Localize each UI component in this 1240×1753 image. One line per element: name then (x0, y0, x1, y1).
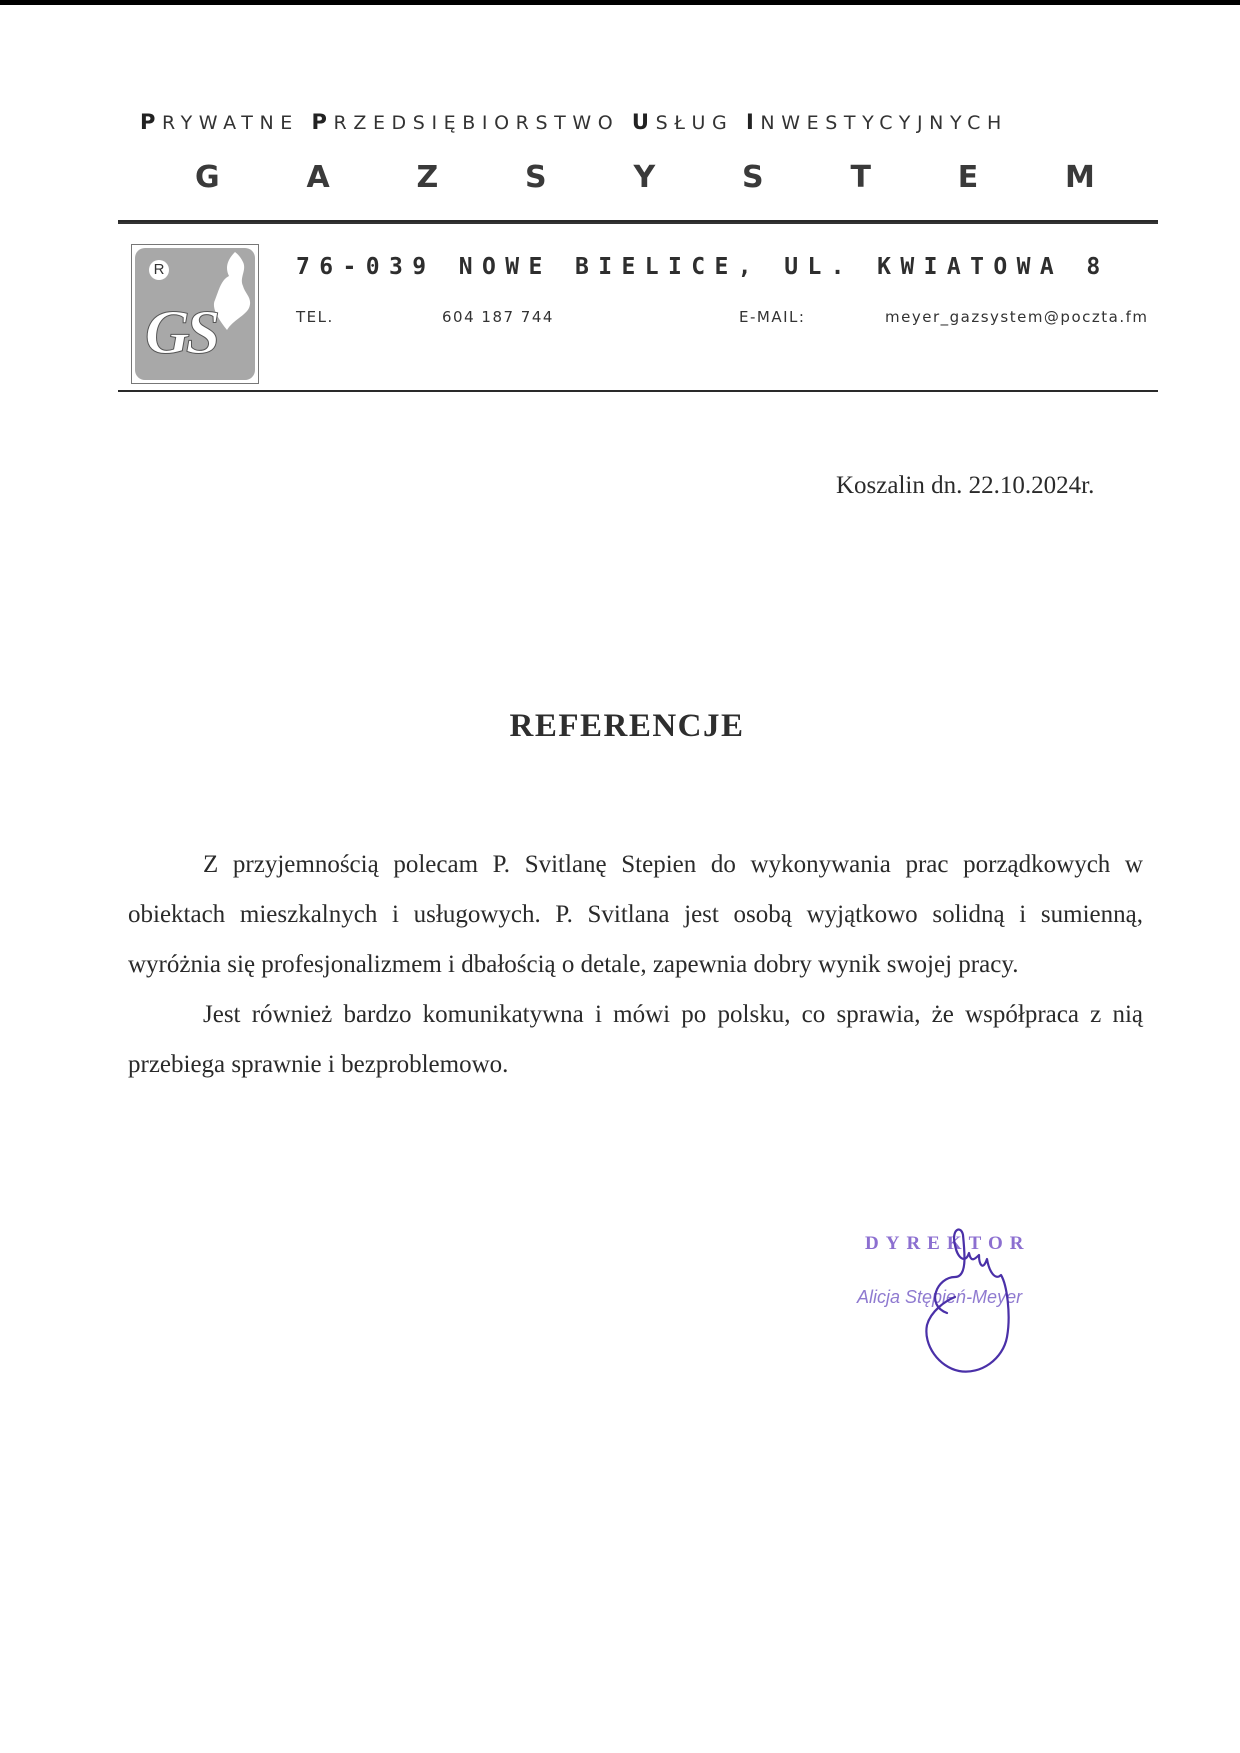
stamp-title: DYREKTOR (865, 1233, 1031, 1254)
document-title: REFERENCJE (509, 708, 745, 744)
scan-top-border (0, 0, 1240, 5)
brand-letter: T (850, 160, 871, 195)
director-stamp (855, 1225, 1095, 1385)
company-word: USŁUG (631, 110, 734, 134)
registered-mark-icon: R (149, 260, 169, 280)
header-divider-top (118, 220, 1158, 224)
place-and-date: Koszalin dn. 22.10.2024r. (836, 472, 1095, 499)
company-full-name (140, 110, 1130, 134)
header-divider-bottom (118, 390, 1158, 392)
handwritten-signature-icon (855, 1225, 1095, 1385)
company-word: PRZEDSIĘBIORSTWO (311, 110, 620, 134)
logo-initials: GS (145, 299, 217, 367)
body-paragraph: Jest również bardzo komunikatywna i mówi po polsku, co sprawia, że współpraca z nią przebiega sprawnie i bezproblemowo. (128, 1001, 1143, 1078)
brand-letter: E (957, 160, 979, 195)
brand-letter: Z (416, 160, 439, 195)
brand-letter: Y (633, 160, 656, 195)
brand-letter: S (525, 160, 547, 195)
brand-letter: S (742, 160, 764, 195)
phone-number: 604 187 744 (442, 308, 554, 326)
company-word: PRYWATNE (140, 110, 299, 134)
stamp-name: Alicja Stępień-Meyer (857, 1287, 1023, 1307)
brand-letter: G (195, 160, 220, 195)
brand-letter: A (306, 160, 330, 195)
brand-name (195, 160, 1095, 195)
phone-label: TEL. (296, 308, 334, 326)
letter-body (128, 840, 1143, 1090)
logo-background (135, 248, 255, 380)
email-label: E-MAIL: (739, 308, 806, 326)
email-address: meyer_gazsystem@poczta.fm (885, 308, 1149, 326)
company-logo (131, 244, 259, 384)
company-word: INWESTYCYJNYCH (745, 110, 1008, 134)
body-paragraph: Z przyjemnością polecam P. Svitlanę Stepien do wykonywania prac porządkowych w obiektach mieszkalnych i usługowych. P. Svitlana jest osobą wyjątkowo solidną i sumienną, wyróżnia się profesjonalizmem i dbałością o detale, zapewnia dobry wynik swojej pracy. (128, 851, 1143, 978)
brand-letter: M (1065, 160, 1095, 195)
company-address: 76-039 NOWE BIELICE, UL. KWIATOWA 8 (296, 254, 1110, 280)
